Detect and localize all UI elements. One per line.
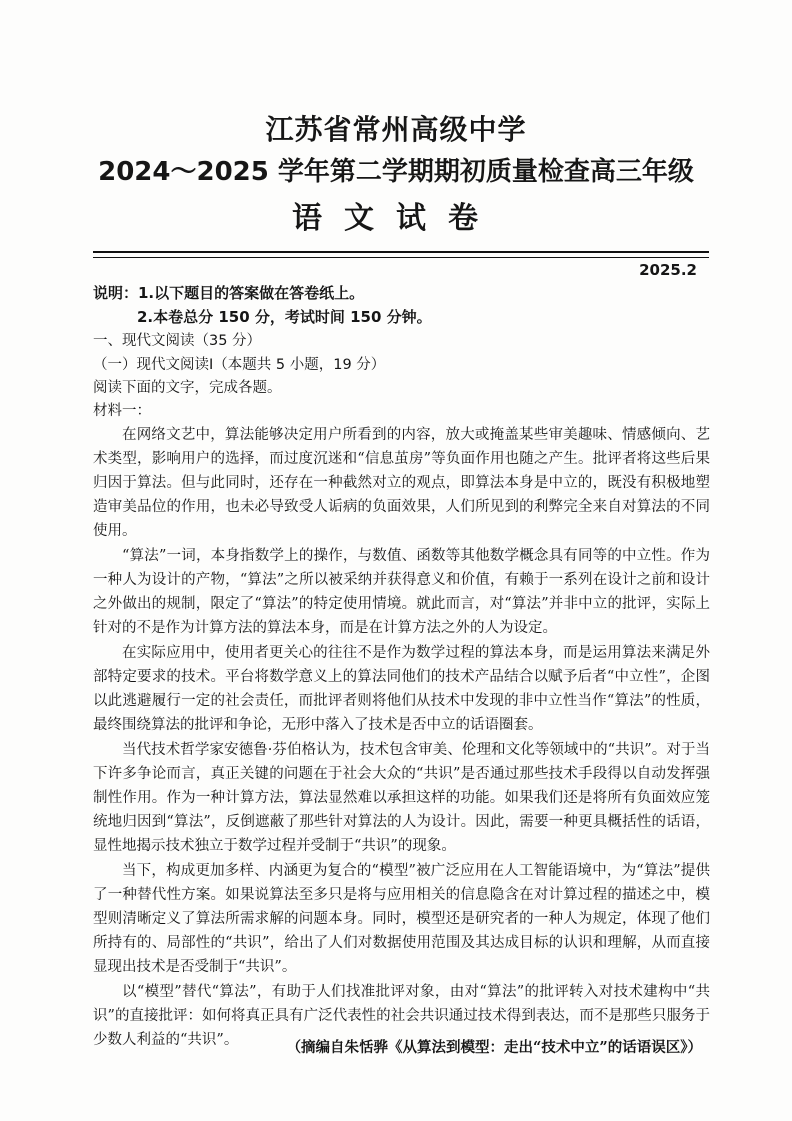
section-heading: 一、现代文阅读（35 分） bbox=[93, 333, 262, 349]
instruction-line-1: 说明：1.以下题目的答案做在答卷纸上。 bbox=[93, 284, 365, 302]
reading-prompt: 阅读下面的文字，完成各题。 bbox=[93, 380, 282, 396]
section-subheading: （一）现代文阅读Ⅰ（本题共 5 小题，19 分） bbox=[93, 357, 386, 373]
school-title: 江苏省常州高级中学 bbox=[265, 113, 527, 146]
header-divider bbox=[93, 251, 709, 258]
material-label: 材料一： bbox=[93, 403, 151, 419]
article-paragraph: 当下，构成更加多样、内涵更为复合的“模型”被广泛应用在人工智能语境中，为“算法”提供了一种替代性方案。如果说算法至多只是将与应用相关的信息隐含在对计算过程的描述之中，模型则清晰定义了算法所需求解的问题本身。同时，模型还是研究者的一种人为规定，体现了他们所持有的、局部性的“共识”，给出了人们对数据使用范围及其达成目标的认识和理解，从而直接显现出技术是否受制于“共识”。 bbox=[93, 863, 710, 975]
instruction-line-2: 2.本卷总分 150 分，考试时间 150 分钟。 bbox=[137, 308, 432, 326]
article-body bbox=[93, 423, 710, 1053]
article-paragraph: 在网络文艺中，算法能够决定用户所看到的内容，放大或掩盖某些审美趣味、情感倾向、艺术类型，影响用户的选择，而过度沉迷和“信息茧房”等负面作用也随之产生。批评者将这些后果归因于算法。但与此同时，还存在一种截然对立的观点，即算法本身是中立的，既没有积极地塑造审美品位的作用，也未必导致受人诟病的负面效果，人们所见到的利弊完全来自对算法的不同使用。 bbox=[93, 427, 710, 539]
article-source: （摘编自朱恬骅《从算法到模型：走出“技术中立”的话语误区》） bbox=[286, 1039, 702, 1056]
subject-title: 语文试卷 bbox=[292, 201, 500, 236]
article-paragraph: 当代技术哲学家安德鲁·芬伯格认为，技术包含审美、伦理和文化等领域中的“共识”。对于当下许多争论而言，真正关键的问题在于社会大众的“共识”是否通过那些技术手段得以自动发挥强制性作用。作为一种计算方法，算法显然难以承担这样的功能。如果我们还是将所有负面效应笼统地归因到“算法”，反倒遮蔽了那些针对算法的人为设计。因此，需要一种更具概括性的话语，显性地揭示技术独立于数学过程并受制于“共识”的现象。 bbox=[93, 742, 710, 854]
article-paragraph: 在实际应用中，使用者更关心的往往不是作为数学过程的算法本身，而是运用算法来满足外部特定要求的技术。平台将数学意义上的算法同他们的技术产品结合以赋予后者“中立性”，企图以此逃避履行一定的社会责任，而批评者则将他们从技术中发现的非中立性当作“算法”的性质，最终围绕算法的批评和争论，无形中落入了技术是否中立的话语圈套。 bbox=[93, 645, 710, 733]
exam-title: 2024～2025 学年第二学期期初质量检查高三年级 bbox=[98, 157, 694, 187]
article-paragraph: 以“模型”替代“算法”，有助于人们找准批评对象，由对“算法”的批评转入对技术建构中“共识”的直接批评：如何将真正具有广泛代表性的社会共识通过技术得到表达，而不是那些只服务于少数人利益的“共识”。 bbox=[93, 984, 710, 1048]
article-paragraph: “算法”一词，本身指数学上的操作，与数值、函数等其他数学概念具有同等的中立性。作为一种人为设计的产物，“算法”之所以被采纳并获得意义和价值，有赖于一系列在设计之前和设计之外做出的规制，限定了“算法”的特定使用情境。就此而言，对“算法”并非中立的批评，实际上针对的不是作为计算方法的算法本身，而是在计算方法之外的人为设定。 bbox=[93, 548, 710, 636]
exam-date: 2025.2 bbox=[639, 261, 697, 279]
